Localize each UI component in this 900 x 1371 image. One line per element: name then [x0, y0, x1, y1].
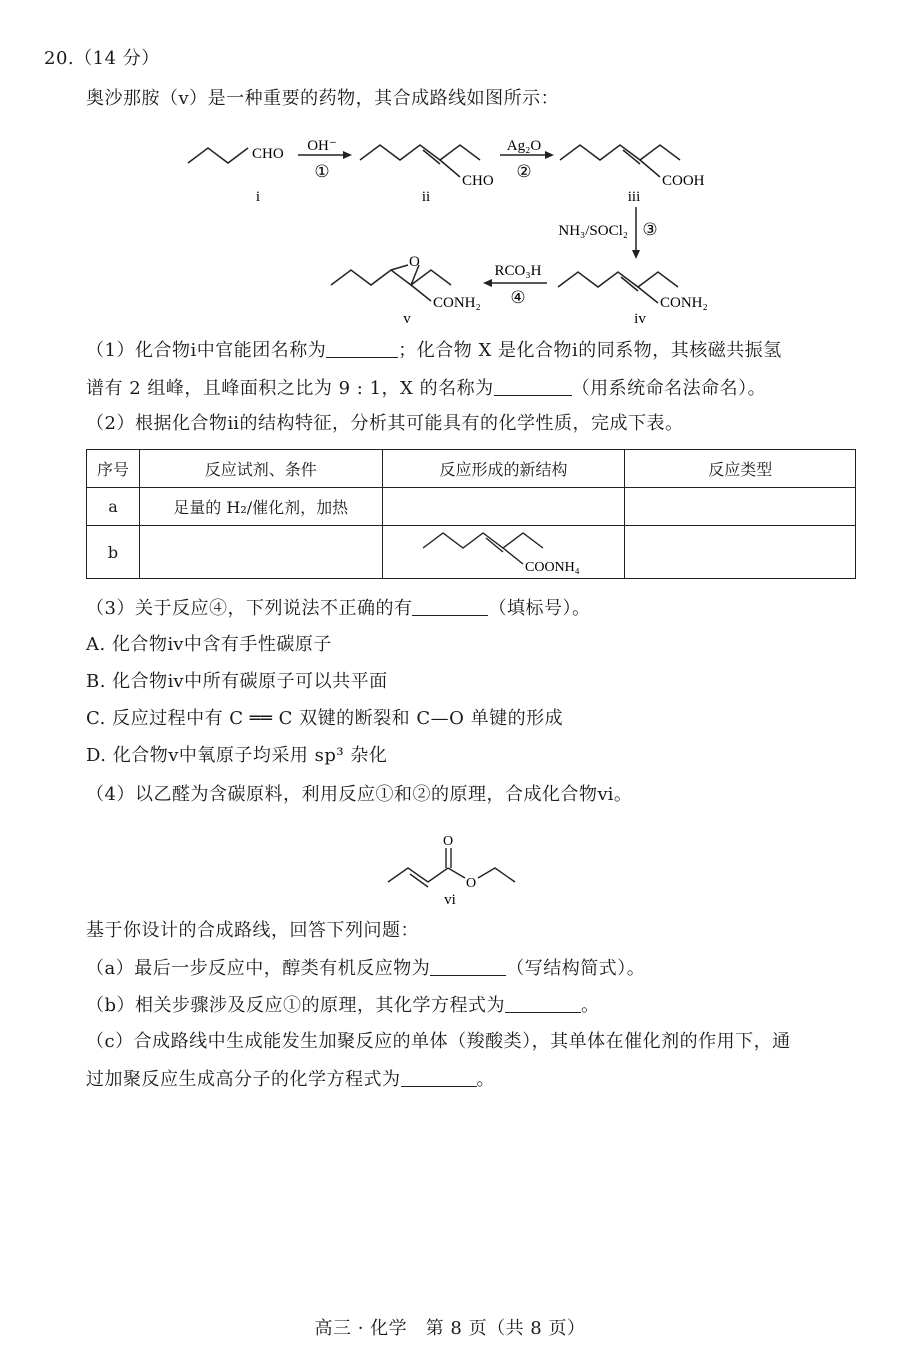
compound-ii-chain	[360, 145, 480, 160]
row-b-reagent-cell[interactable]	[139, 526, 382, 579]
question-intro: 奥沙那胺（ⅴ）是一种重要的药物，其合成路线如图所示：	[86, 88, 560, 109]
compound-vi-atom-top: O	[443, 834, 454, 849]
step-3-number: ③	[642, 220, 658, 239]
q4c-blank[interactable]	[401, 1066, 477, 1087]
question-header	[44, 46, 160, 72]
q4b-text-2: 。	[581, 995, 600, 1016]
q4-a	[86, 955, 645, 982]
table-header-row	[87, 450, 856, 488]
q4a-text-1: （a）最后一步反应中，醇类有机反应物为	[86, 958, 431, 979]
arrow-2-head	[545, 151, 554, 159]
compound-iv-group: CONH₂	[660, 295, 708, 311]
q4-c-line-1: （c）合成路线中生成能发生加聚反应的单体（羧酸类），其单体在催化剂的作用下，通	[86, 1031, 791, 1052]
header-reagent: 反应试剂、条件	[139, 450, 382, 488]
q4b-text-1: （b）相关步骤涉及反应①的原理，其化学方程式为	[86, 995, 506, 1016]
compound-i-group: CHO	[252, 146, 284, 162]
row-a-structure-cell[interactable]	[382, 488, 625, 526]
row-b-id: b	[87, 526, 140, 579]
q3-stem	[86, 595, 590, 622]
q3-text-1: （3）关于反应④，下列说法不正确的有	[86, 598, 413, 619]
compound-ii-double-bond	[423, 150, 440, 164]
row-b-structure	[382, 526, 625, 579]
compound-v-conh2-bond	[411, 285, 431, 301]
reaction-table	[86, 449, 856, 579]
q1-text-3: 谱有 2 组峰，且峰面积之比为 9 : 1，X 的名称为	[86, 378, 494, 399]
header-type: 反应类型	[625, 450, 856, 488]
compound-iv-label: iv	[634, 311, 646, 327]
step-4-reagent: RCO₃H	[494, 263, 542, 279]
q4-lead: 基于你设计的合成路线，回答下列问题：	[86, 920, 419, 941]
q4b-blank[interactable]	[505, 992, 581, 1013]
step-1-reagent: OH⁻	[307, 138, 337, 154]
header-structure: 反应形成的新结构	[382, 450, 625, 488]
q3-option-c: C. 反应过程中有 C ══ C 双键的断裂和 C—O 单键的形成	[86, 708, 564, 729]
q3-text-2: （填标号）。	[488, 598, 591, 619]
row-b-structure-drawing	[403, 526, 603, 578]
compound-ii-label: ii	[421, 189, 431, 205]
arrow-4-head	[483, 279, 492, 287]
question-number: 20.	[44, 48, 75, 69]
table-row-a	[87, 488, 856, 526]
compound-iv-double-bond	[621, 277, 638, 291]
compound-vi-label: vi	[444, 892, 456, 908]
header-id: 序号	[87, 450, 140, 488]
compound-ii-cho-bond	[440, 160, 460, 177]
compound-iv-conh2-bond	[638, 287, 658, 303]
q4c-text-1: 过加聚反应生成高分子的化学方程式为	[86, 1069, 401, 1090]
synthesis-scheme	[0, 125, 900, 330]
q4a-text-2: （写结构简式）。	[506, 958, 646, 979]
compound-vi-ester-bond	[448, 868, 465, 878]
step-2-number: ②	[516, 162, 532, 181]
compound-vi-atom-mid: O	[466, 876, 477, 891]
q3-blank[interactable]	[412, 595, 488, 616]
compound-iii-cooh-bond	[640, 160, 660, 177]
q4-text: （4）以乙醛为含碳原料，利用反应①和②的原理，合成化合物ⅵ。	[86, 784, 633, 805]
compound-i-label: i	[255, 189, 261, 205]
step-4-number: ④	[510, 288, 526, 307]
q1-blank-2[interactable]	[494, 375, 572, 396]
q4c-text-2: 。	[476, 1069, 495, 1090]
compound-iii-chain	[560, 145, 680, 160]
q4-c-line-2	[86, 1066, 495, 1093]
compound-vi-ethyl	[478, 868, 515, 882]
q3-option-a: A. 化合物ⅳ中含有手性碳原子	[86, 634, 332, 655]
step-2-reagent: Ag₂O	[506, 138, 542, 154]
row-a-id: a	[87, 488, 140, 526]
row-a-type-cell[interactable]	[625, 488, 856, 526]
compound-iii-double-bond	[623, 150, 640, 164]
q4a-blank[interactable]	[430, 955, 506, 976]
q1-text-4: （用系统命名法命名）。	[571, 378, 767, 399]
arrow-1-head	[343, 151, 352, 159]
compound-iv-chain	[558, 272, 678, 287]
q1-text-1: （1）化合物ⅰ中官能团名称为	[86, 340, 327, 361]
compound-ii-group: CHO	[462, 173, 494, 189]
compound-v-epoxide-bond-1	[391, 265, 408, 270]
compound-iii-group: COOH	[662, 173, 705, 189]
q3-option-b: B. 化合物ⅳ中所有碳原子可以共平面	[86, 671, 388, 692]
step-1-number: ①	[314, 162, 330, 181]
compound-v-label: v	[403, 311, 411, 327]
step-3-reagent: NH₃/SOCl₂	[558, 223, 628, 239]
compound-v-chain	[331, 270, 451, 285]
q1-line-2	[86, 375, 766, 402]
compound-v-ring-atom: O	[409, 254, 420, 270]
q2-text: （2）根据化合物ⅱ的结构特征，分析其可能具有的化学性质，完成下表。	[86, 413, 684, 434]
question-points: （14 分）	[74, 48, 160, 69]
q1-blank-1[interactable]	[326, 337, 398, 358]
q3-option-d: D. 化合物ⅴ中氧原子均采用 sp³ 杂化	[86, 745, 388, 766]
compound-i-skeleton	[188, 148, 248, 163]
q1-text-2: ；化合物 X 是化合物ⅰ的同系物，其核磁共振氢	[398, 340, 782, 361]
row-a-reagent: 足量的 H₂/催化剂，加热	[139, 488, 382, 526]
compound-vi-structure	[370, 828, 540, 910]
page-footer: 高三 · 化学 第 8 页（共 8 页）	[314, 1318, 586, 1339]
arrowheads	[343, 151, 640, 287]
compound-iii-label: iii	[627, 189, 641, 205]
table-row-b	[87, 526, 856, 579]
row-b-type-cell[interactable]	[625, 526, 856, 579]
q1-line-1	[86, 337, 782, 364]
compound-v-group: CONH₂	[433, 295, 481, 311]
q4-b	[86, 992, 600, 1019]
arrow-3-head	[632, 250, 640, 259]
row-b-product-group: COONH₄	[525, 560, 581, 575]
